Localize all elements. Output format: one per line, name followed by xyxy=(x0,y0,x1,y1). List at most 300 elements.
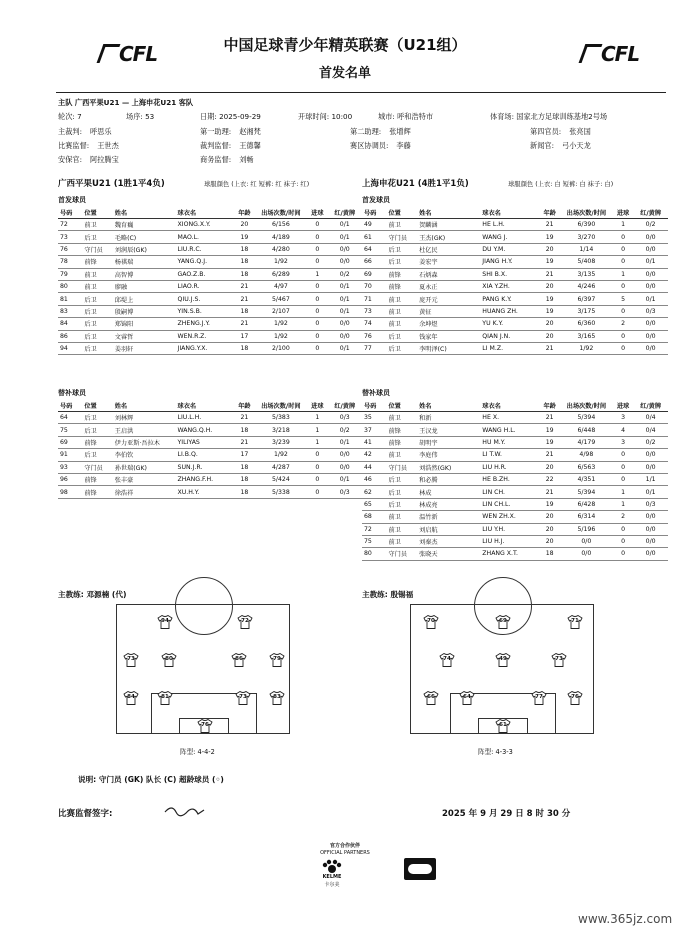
shirt-number: 79 xyxy=(273,656,281,662)
away-pitch xyxy=(410,604,594,734)
column-header: 年龄 xyxy=(539,207,559,219)
paw-icon xyxy=(318,859,346,873)
table-cell: 5/338 xyxy=(255,486,308,498)
table-cell: 前锋 xyxy=(82,486,112,498)
table-row xyxy=(362,511,668,523)
table-row xyxy=(362,436,668,448)
table-cell: 21 xyxy=(539,219,559,231)
shirt-number: 71 xyxy=(571,618,579,624)
column-header: 球衣名 xyxy=(176,207,235,219)
table-cell: 4/280 xyxy=(255,243,308,255)
table-cell: 65 xyxy=(362,498,386,510)
table-cell: 0 xyxy=(613,461,633,473)
watermark: www.365jz.com xyxy=(578,912,673,926)
table-cell: 72 xyxy=(362,523,386,535)
table-cell: 温竹新 xyxy=(417,511,480,523)
table-cell: 黄征 xyxy=(417,305,480,317)
table-cell: 20 xyxy=(539,280,559,292)
table-cell: 4/246 xyxy=(560,280,613,292)
table-cell: 22 xyxy=(539,473,559,485)
table-cell: 4/97 xyxy=(255,280,308,292)
player-shirt xyxy=(269,653,285,667)
table-cell: 6/314 xyxy=(560,511,613,523)
table-cell: 姜羽轩 xyxy=(113,342,176,354)
table-cell: 夏永正 xyxy=(417,280,480,292)
column-header: 球衣名 xyxy=(480,400,539,412)
table-cell: SUN.J.R. xyxy=(176,461,235,473)
table-cell: 后卫 xyxy=(386,486,417,498)
table-cell: 殷嗣博 xyxy=(113,305,176,317)
table-cell: 19 xyxy=(539,293,559,305)
table-cell: 后卫 xyxy=(82,330,112,342)
table-cell: 0/1 xyxy=(328,305,363,317)
table-cell: WEN.R.Z. xyxy=(176,330,235,342)
cfl-logo-right: CFL xyxy=(582,42,640,70)
column-header: 姓名 xyxy=(113,400,176,412)
table-cell: 后卫 xyxy=(82,424,112,436)
home-pitch xyxy=(116,604,290,734)
table-cell: 1/92 xyxy=(255,318,308,330)
table-cell: 李伯钦 xyxy=(113,449,176,461)
round: 轮次: 7 xyxy=(58,112,82,121)
column-header: 红/黄牌 xyxy=(328,207,363,219)
table-cell: 0/2 xyxy=(633,436,668,448)
page-subtitle: 首发名单 xyxy=(318,66,371,81)
table-cell: 0 xyxy=(307,330,327,342)
table-cell: 80 xyxy=(362,548,386,560)
cfl-logo-left: CFL xyxy=(100,42,158,70)
table-cell: 0/0 xyxy=(633,330,668,342)
column-header: 进球 xyxy=(307,207,327,219)
table-row xyxy=(58,231,362,243)
kelme-name: KELME xyxy=(322,874,342,880)
table-cell: 0/0 xyxy=(633,231,668,243)
table-cell: 17 xyxy=(234,330,254,342)
column-header: 球衣名 xyxy=(480,207,539,219)
table-cell: 17 xyxy=(234,449,254,461)
table-cell: 廖融 xyxy=(113,280,176,292)
table-cell: 1 xyxy=(307,412,327,424)
column-header: 出场次数/时间 xyxy=(255,207,308,219)
table-cell: 0/1 xyxy=(328,436,363,448)
table-row xyxy=(58,486,362,498)
table-cell: XU.H.Y. xyxy=(176,486,235,498)
table-header-row xyxy=(362,207,668,219)
table-cell: LIU H.R. xyxy=(480,461,539,473)
table-cell: 0/0 xyxy=(328,330,363,342)
column-header: 红/黄牌 xyxy=(633,400,668,412)
table-cell: 44 xyxy=(362,461,386,473)
table-cell: 80 xyxy=(58,280,82,292)
table-cell: PANG K.Y. xyxy=(480,293,539,305)
table-row xyxy=(362,268,668,280)
table-cell: 0 xyxy=(307,305,327,317)
table-row xyxy=(362,318,668,330)
table-cell: 42 xyxy=(362,449,386,461)
official-security: 安保官: 阿拉腾宝 xyxy=(58,155,119,164)
table-cell: 王汉龙 xyxy=(417,424,480,436)
table-cell: 20 xyxy=(539,318,559,330)
table-cell: YIN.S.B. xyxy=(176,305,235,317)
table-cell: 后卫 xyxy=(82,412,112,424)
table-cell: 6/156 xyxy=(255,219,308,231)
table-cell: 0/3 xyxy=(328,486,363,498)
table-row xyxy=(58,305,362,317)
table-cell: 0 xyxy=(613,231,633,243)
official-referee: 主裁判: 呼思乐 xyxy=(58,127,112,136)
column-header: 红/黄牌 xyxy=(633,207,668,219)
table-cell: 孙世瑞(GK) xyxy=(113,461,176,473)
column-header: 姓名 xyxy=(417,207,480,219)
column-header: 球衣名 xyxy=(176,400,235,412)
table-cell: 18 xyxy=(234,256,254,268)
table-cell: 0 xyxy=(613,305,633,317)
table-cell: 18 xyxy=(234,268,254,280)
column-header: 号码 xyxy=(58,400,82,412)
table-cell: 张丰豪 xyxy=(113,473,176,485)
table-cell: 0 xyxy=(613,449,633,461)
table-cell: 3/270 xyxy=(560,231,613,243)
table-cell: WANG.Q.H. xyxy=(176,424,235,436)
column-header: 出场次数/时间 xyxy=(255,400,308,412)
official-commercial: 商务监督: 刘畅 xyxy=(200,155,254,164)
shirt-number: 74 xyxy=(443,656,451,662)
table-cell: 前卫 xyxy=(386,412,417,424)
table-cell: 刘秦杰 xyxy=(417,535,480,547)
table-cell: 1 xyxy=(307,268,327,280)
table-header-row xyxy=(58,400,362,412)
table-row xyxy=(362,305,668,317)
table-cell: 高智博 xyxy=(113,268,176,280)
table-cell: 后卫 xyxy=(386,330,417,342)
table-row xyxy=(362,412,668,424)
table-cell: 20 xyxy=(539,243,559,255)
table-cell: 21 xyxy=(234,293,254,305)
table-cell: 魏育巍 xyxy=(113,219,176,231)
table-cell: 前锋 xyxy=(82,473,112,485)
table-row xyxy=(58,412,362,424)
table-cell: 0/4 xyxy=(633,412,668,424)
table-cell: 4/179 xyxy=(560,436,613,448)
table-cell: WANG J. xyxy=(480,231,539,243)
official-assistant-2: 第二助理: 张增辉 xyxy=(350,127,411,136)
player-shirt xyxy=(157,691,173,705)
player-shirt xyxy=(123,653,139,667)
table-cell: 3/218 xyxy=(255,424,308,436)
table-cell: 79 xyxy=(58,268,82,280)
table-cell: 胡明宇 xyxy=(417,436,480,448)
table-cell: 1 xyxy=(307,436,327,448)
partners-cn: 官方合作伙伴 xyxy=(329,843,360,849)
table-cell: YANG.Q.J. xyxy=(176,256,235,268)
center-circle xyxy=(175,577,233,635)
table-cell: 庞开元 xyxy=(417,293,480,305)
table-cell: 贺麟涵 xyxy=(417,219,480,231)
shirt-number: 80 xyxy=(165,656,173,662)
table-cell: 0/0 xyxy=(328,449,363,461)
table-cell: 74 xyxy=(362,318,386,330)
shirt-number: 84 xyxy=(127,694,135,700)
table-cell: 0/0 xyxy=(328,318,363,330)
column-header: 红/黄牌 xyxy=(328,400,363,412)
table-cell: 守门员 xyxy=(82,243,112,255)
table-cell: 1 xyxy=(307,424,327,436)
table-cell: 1 xyxy=(613,219,633,231)
table-header-row xyxy=(58,207,362,219)
column-header: 进球 xyxy=(613,400,633,412)
table-cell: 66 xyxy=(362,256,386,268)
home-starters-table xyxy=(58,207,362,355)
table-cell: WANG H.L. xyxy=(480,424,539,436)
table-cell: 5/424 xyxy=(255,473,308,485)
table-row xyxy=(58,243,362,255)
table-cell: 70 xyxy=(362,280,386,292)
table-cell: 5/467 xyxy=(255,293,308,305)
table-cell: 1/92 xyxy=(255,449,308,461)
table-cell: 0/0 xyxy=(633,511,668,523)
player-shirt xyxy=(495,719,511,733)
official-fourth: 第四官员: 张亮国 xyxy=(530,127,591,136)
table-cell: 4/287 xyxy=(255,461,308,473)
table-cell: 2 xyxy=(613,318,633,330)
column-header: 出场次数/时间 xyxy=(560,400,613,412)
player-shirt xyxy=(423,691,439,705)
table-cell: 4/98 xyxy=(560,449,613,461)
table-cell: ZHANG.F.H. xyxy=(176,473,235,485)
table-cell: XIA Y.ZH. xyxy=(480,280,539,292)
table-row xyxy=(58,424,362,436)
table-cell: 64 xyxy=(58,412,82,424)
player-shirt xyxy=(423,615,439,629)
table-cell: 3 xyxy=(613,412,633,424)
shirt-number: 69 xyxy=(499,618,507,624)
table-cell: 0/1 xyxy=(328,342,363,354)
table-cell: 0 xyxy=(307,461,327,473)
table-row xyxy=(362,548,668,560)
table-cell: 石炳森 xyxy=(417,268,480,280)
table-cell: 1/1 xyxy=(633,473,668,485)
shirt-number: 70 xyxy=(427,618,435,624)
signature-mark xyxy=(162,802,206,820)
table-row xyxy=(58,461,362,473)
table-cell: JIANG H.Y. xyxy=(480,256,539,268)
shirt-number: 64 xyxy=(463,694,471,700)
table-cell: LI M.Z. xyxy=(480,342,539,354)
table-cell: 前锋 xyxy=(82,436,112,448)
table-cell: 20 xyxy=(539,523,559,535)
table-cell: LIAO.R. xyxy=(176,280,235,292)
table-row xyxy=(58,342,362,354)
table-cell: 前锋 xyxy=(386,436,417,448)
table-cell: 94 xyxy=(58,342,82,354)
table-cell: 0 xyxy=(613,256,633,268)
table-cell: 1/92 xyxy=(560,342,613,354)
table-cell: 1 xyxy=(613,268,633,280)
column-header: 号码 xyxy=(362,207,386,219)
column-header: 位置 xyxy=(82,400,112,412)
table-cell: 后卫 xyxy=(386,256,417,268)
table-cell: HE X. xyxy=(480,412,539,424)
table-cell: 69 xyxy=(58,436,82,448)
table-cell: 2 xyxy=(613,511,633,523)
table-cell: 19 xyxy=(539,424,559,436)
table-cell: 20 xyxy=(539,461,559,473)
table-cell: 后卫 xyxy=(82,342,112,354)
player-shirt xyxy=(531,691,547,705)
table-cell: 76 xyxy=(58,243,82,255)
table-cell: 6/397 xyxy=(560,293,613,305)
table-cell: 0/0 xyxy=(328,256,363,268)
player-shirt xyxy=(495,615,511,629)
table-row xyxy=(58,473,362,485)
table-cell: 后卫 xyxy=(82,231,112,243)
table-row xyxy=(362,486,668,498)
table-cell: 20 xyxy=(234,219,254,231)
away-starters-table xyxy=(362,207,668,355)
table-cell: 王杰(GK) xyxy=(417,231,480,243)
table-cell: YU K.Y. xyxy=(480,318,539,330)
table-cell: 后卫 xyxy=(82,318,112,330)
table-cell: 前卫 xyxy=(82,280,112,292)
table-cell: 李明泽(C) xyxy=(417,342,480,354)
table-cell: 0/0 xyxy=(633,523,668,535)
table-cell: 5/408 xyxy=(560,256,613,268)
table-row xyxy=(362,256,668,268)
table-cell: 0 xyxy=(307,342,327,354)
away-coach: 主教练: 殷锡福 xyxy=(362,590,414,599)
column-header: 出场次数/时间 xyxy=(560,207,613,219)
table-cell: 46 xyxy=(362,473,386,485)
table-cell: 61 xyxy=(362,231,386,243)
table-cell: 0 xyxy=(307,231,327,243)
player-shirt xyxy=(567,615,583,629)
table-cell: 96 xyxy=(58,473,82,485)
partner-badge-logo xyxy=(404,858,436,880)
table-cell: 18 xyxy=(234,473,254,485)
teams-line: 主队 广西平果U21 — 上海申花U21 客队 xyxy=(58,98,194,107)
shirt-number: 73 xyxy=(127,656,135,662)
table-cell: 前卫 xyxy=(386,219,417,231)
table-row xyxy=(58,280,362,292)
table-cell: 3/135 xyxy=(560,268,613,280)
table-cell: 0 xyxy=(307,243,327,255)
table-cell: 19 xyxy=(539,436,559,448)
table-cell: 0/0 xyxy=(633,461,668,473)
table-cell: 钱家年 xyxy=(417,330,480,342)
table-cell: HU M.Y. xyxy=(480,436,539,448)
table-row xyxy=(362,231,668,243)
table-cell: 18 xyxy=(234,461,254,473)
table-cell: 78 xyxy=(58,256,82,268)
shirt-number: 66 xyxy=(427,694,435,700)
table-cell: 77 xyxy=(362,342,386,354)
table-cell: GAO.Z.B. xyxy=(176,268,235,280)
player-shirt xyxy=(197,719,213,733)
official-press: 新闻官: 弓小天龙 xyxy=(530,141,591,150)
table-row xyxy=(362,342,668,354)
table-cell: 21 xyxy=(539,412,559,424)
home-team-name: 广西平果U21 (1胜1平4负) xyxy=(58,179,165,189)
table-cell: 20 xyxy=(539,535,559,547)
page-title: 中国足球青少年精英联赛（U21组） xyxy=(223,36,467,54)
player-shirt xyxy=(231,653,247,667)
table-cell: 0/1 xyxy=(328,219,363,231)
player-shirt xyxy=(269,691,285,705)
player-shirt xyxy=(551,653,567,667)
table-cell: 91 xyxy=(58,449,82,461)
table-row xyxy=(58,318,362,330)
table-cell: 0 xyxy=(613,548,633,560)
table-header-row xyxy=(362,400,668,412)
table-cell: 毛略(C) xyxy=(113,231,176,243)
table-row xyxy=(362,330,668,342)
table-cell: MAO.L. xyxy=(176,231,235,243)
table-row xyxy=(362,473,668,485)
shirt-number: 73 xyxy=(555,656,563,662)
table-cell: 0/3 xyxy=(633,305,668,317)
table-cell: 前卫 xyxy=(386,511,417,523)
kickoff-time: 开球时间: 10:00 xyxy=(298,112,353,121)
table-row xyxy=(58,449,362,461)
table-cell: 72 xyxy=(58,219,82,231)
table-cell: 0/0 xyxy=(560,535,613,547)
table-cell: 和必腾 xyxy=(417,473,480,485)
table-cell: HE B.ZH. xyxy=(480,473,539,485)
table-cell: 0 xyxy=(613,535,633,547)
table-cell: 林成 xyxy=(417,486,480,498)
table-cell: 前锋 xyxy=(386,424,417,436)
table-row xyxy=(362,523,668,535)
table-cell: 后卫 xyxy=(386,342,417,354)
table-cell: 5/394 xyxy=(560,486,613,498)
table-cell: 0/2 xyxy=(328,424,363,436)
table-cell: 刘润辰(GK) xyxy=(113,243,176,255)
table-cell: 68 xyxy=(362,511,386,523)
table-cell: 0 xyxy=(613,280,633,292)
table-row xyxy=(58,436,362,448)
table-cell: 62 xyxy=(362,486,386,498)
table-cell: 0/0 xyxy=(633,449,668,461)
table-cell: 王启洪 xyxy=(113,424,176,436)
table-row xyxy=(362,535,668,547)
table-cell: 19 xyxy=(539,231,559,243)
table-cell: LI.B.Q. xyxy=(176,449,235,461)
table-cell: 83 xyxy=(58,305,82,317)
table-cell: 1/92 xyxy=(255,330,308,342)
table-cell: 杜亿民 xyxy=(417,243,480,255)
table-cell: 刘启航 xyxy=(417,523,480,535)
legend: 说明: 守门员 (GK) 队长 (C) 超龄球员 (◦) xyxy=(78,775,224,784)
table-cell: 1 xyxy=(613,498,633,510)
player-shirt xyxy=(567,691,583,705)
table-cell: 2/107 xyxy=(255,305,308,317)
table-cell: 刘林辉 xyxy=(113,412,176,424)
player-shirt xyxy=(237,615,253,629)
table-cell: 0 xyxy=(613,243,633,255)
table-cell: 6/360 xyxy=(560,318,613,330)
player-shirt xyxy=(459,691,475,705)
away-subs-table xyxy=(362,400,668,561)
table-cell: 0/0 xyxy=(633,535,668,547)
home-kit-colors: 球服颜色 (上衣: 红 短裤: 红 袜子: 红) xyxy=(204,181,310,188)
column-header: 姓名 xyxy=(113,207,176,219)
match-number: 场序: 53 xyxy=(126,112,155,121)
official-referee-assessor: 裁判监督: 王德馨 xyxy=(200,141,261,150)
table-cell: 6/289 xyxy=(255,268,308,280)
table-cell: 5/196 xyxy=(560,523,613,535)
table-cell: 0 xyxy=(307,473,327,485)
table-cell: 李庭伟 xyxy=(417,449,480,461)
